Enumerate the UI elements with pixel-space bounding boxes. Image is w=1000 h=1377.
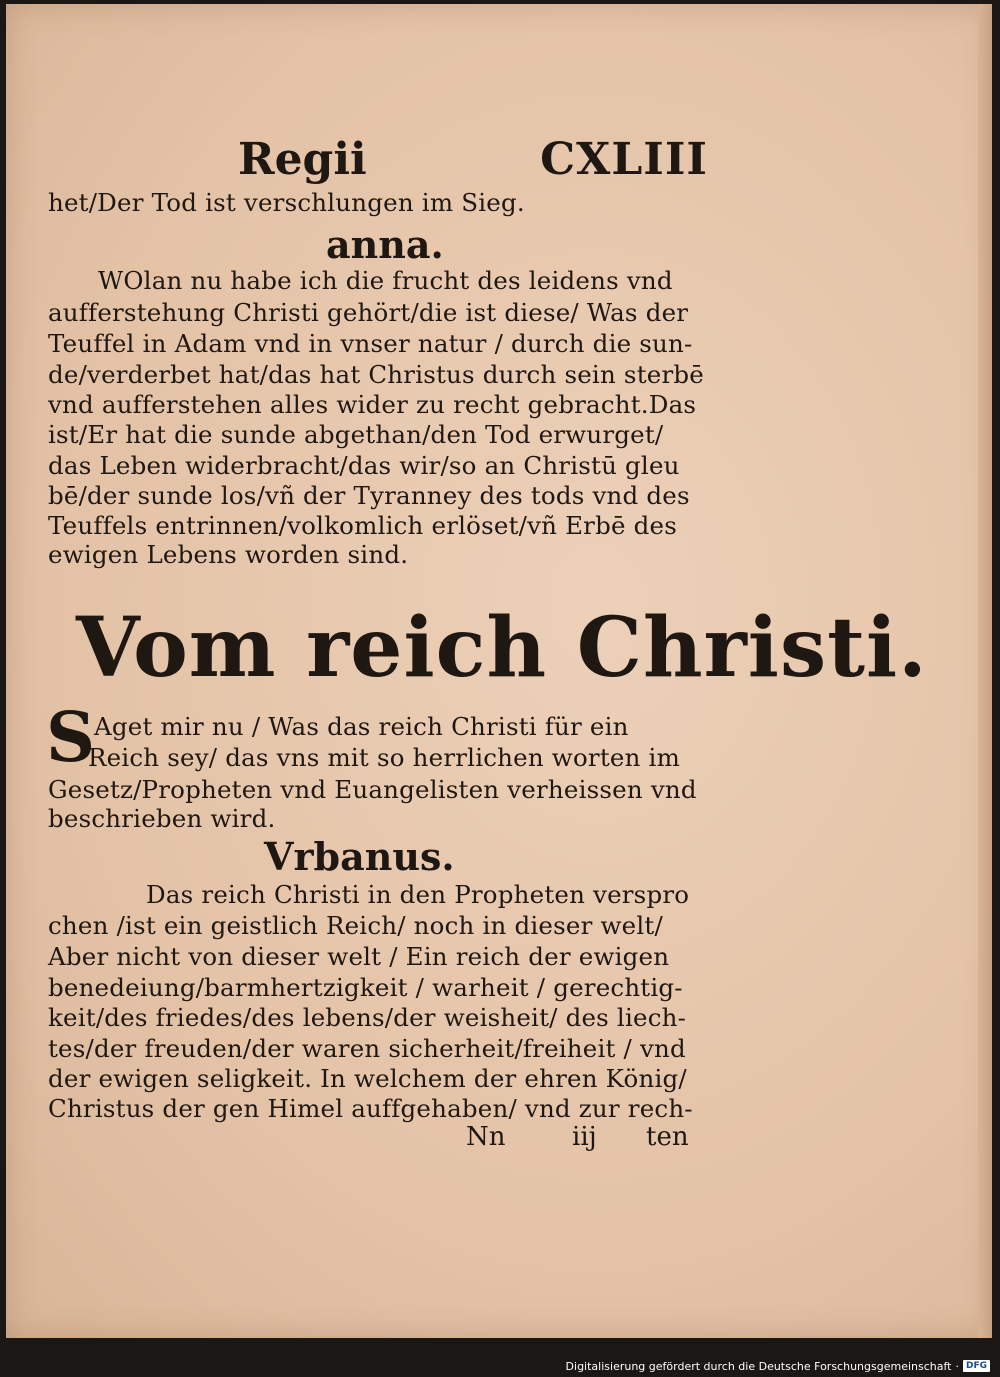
text-line: Aget mir nu / Was das reich Christi für ein bbox=[94, 712, 629, 741]
page-edge bbox=[978, 4, 992, 1338]
speaker-anna: anna. bbox=[326, 222, 444, 267]
folio-number: CXLIII bbox=[540, 134, 708, 185]
text-line: Reich sey/ das vns mit so herrlichen worten im bbox=[88, 743, 681, 772]
separator-dot: · bbox=[955, 1359, 959, 1373]
text-line: der ewigen seligkeit. In welchem der ehren König/ bbox=[48, 1064, 687, 1093]
text-line: chen /ist ein geistlich Reich/ noch in dieser welt/ bbox=[48, 911, 663, 940]
text-line: Teuffels entrinnen/volkomlich erlöset/vñ Erbē des bbox=[48, 511, 678, 540]
catchword: ten bbox=[646, 1122, 689, 1152]
text-line: benedeiung/barmhertzigkeit / warheit / gerechtig- bbox=[48, 973, 683, 1002]
text-line: tes/der freuden/der waren sicherheit/freiheit / vnd bbox=[48, 1034, 686, 1063]
text-line: ewigen Lebens worden sind. bbox=[48, 540, 409, 569]
drop-initial: S bbox=[46, 698, 96, 778]
header-title: Regii bbox=[238, 134, 367, 185]
dfg-logo-icon: DFG bbox=[963, 1360, 990, 1372]
digitization-credit bbox=[566, 1358, 990, 1374]
signature-mark: Nn bbox=[466, 1122, 506, 1152]
text-line: keit/des friedes/des lebens/der weisheit/ des liech- bbox=[48, 1003, 687, 1032]
text-line: Christus der gen Himel auffgehaben/ vnd zur rech- bbox=[48, 1094, 693, 1123]
text-line: ist/Er hat die sunde abgethan/den Tod erwurget/ bbox=[48, 420, 664, 449]
text-line: Gesetz/Propheten vnd Euangelisten verheissen vnd bbox=[48, 775, 697, 804]
text-line: vnd aufferstehen alles wider zu recht gebracht.Das bbox=[48, 390, 697, 419]
text-line: aufferstehung Christi gehört/die ist diese/ Was der bbox=[48, 298, 689, 327]
text-line: beschrieben wird. bbox=[48, 804, 276, 833]
signature-number: iij bbox=[572, 1122, 597, 1152]
text-line: de/verderbet hat/das hat Christus durch sein sterbē bbox=[48, 360, 704, 389]
section-heading: Vom reich Christi. bbox=[76, 600, 928, 696]
credit-text: Digitalisierung gefördert durch die Deutsche Forschungsgemeinschaft bbox=[565, 1359, 952, 1373]
book-page bbox=[6, 4, 992, 1338]
text-line: WOlan nu habe ich die frucht des leidens vnd bbox=[98, 266, 673, 295]
text-line: Das reich Christi in den Propheten verspro bbox=[146, 880, 690, 909]
text-line: bē/der sunde los/vñ der Tyranney des tods vnd des bbox=[48, 481, 690, 510]
running-header bbox=[238, 134, 708, 186]
speaker-urbanus: Vrbanus. bbox=[264, 834, 455, 879]
text-line: Aber nicht von dieser welt / Ein reich der ewigen bbox=[48, 942, 670, 971]
text-line: das Leben widerbracht/das wir/so an Christū gleu bbox=[48, 451, 680, 480]
text-line: Teuffel in Adam vnd in vnser natur / durch die sun- bbox=[48, 329, 693, 358]
text-line: het/Der Tod ist verschlungen im Sieg. bbox=[48, 188, 525, 217]
